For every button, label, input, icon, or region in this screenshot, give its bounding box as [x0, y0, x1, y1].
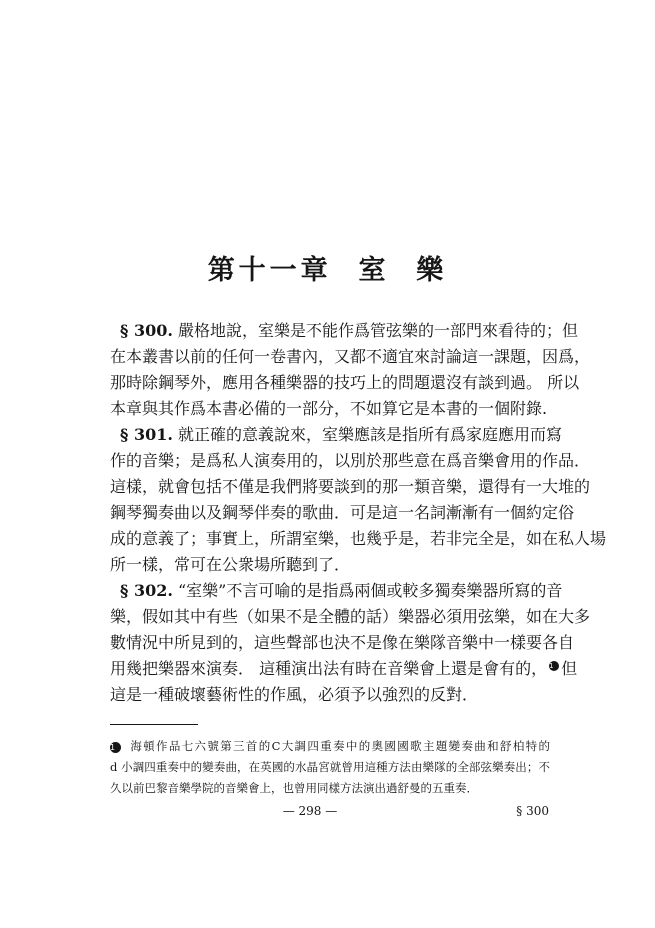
footnote-divider [110, 724, 198, 725]
paragraph-text: 嚴格地說，室樂是不能作爲管弦樂的一部門來看待的；但 [172, 321, 578, 340]
section-number: § 302. [120, 581, 173, 600]
section-number: § 300. [120, 321, 173, 340]
paragraph-line: 在本叢書以前的任何一卷書內，又都不適宜來討論這一課題，因爲， [110, 347, 591, 366]
paragraph-line [110, 422, 562, 448]
chapter-title: 第十一章 室 樂 [207, 255, 448, 286]
paragraph-line: 那時除鋼琴外，應用各種樂器的技巧上的問題還沒有談到過。 所以 [110, 373, 580, 392]
section-number: § 301. [120, 425, 173, 444]
paragraph-line: 本章與其作爲本書必備的一部分，不如算它是本書的一個附錄. [110, 399, 548, 418]
paragraph-text: 用幾把樂器來演奏． 這種演出法有時在音樂會上還是會有的， [110, 659, 548, 678]
page-number: — 298 — [282, 804, 338, 818]
paragraph-line: 這樣，就會包括不僅是我們將要談到的那一類音樂，還得有一大堆的 [110, 477, 591, 496]
footnote-text: 海頓作品七六號第三首的C大調四重奏中的奧國國歌主題變奏曲和舒柏特的 [129, 739, 550, 753]
running-section-reference: § 300 [516, 804, 549, 818]
paragraph-line: 鋼琴獨奏曲以及鋼琴伴奏的歌曲．可是這一名詞漸漸有一個約定俗 [110, 503, 575, 522]
paragraph-text: 就正確的意義說來，室樂應該是指所有爲家庭應用而寫 [172, 425, 562, 444]
paragraph-line [110, 318, 578, 344]
paragraph-text: “室樂”不言可喻的是指爲兩個或較多獨奏樂器所寫的音 [172, 581, 563, 600]
paragraph-line: 這是一種破壞藝術性的作風，必須予以強烈的反對． [110, 685, 479, 704]
footnote-reference-marker[interactable]: 1 [549, 661, 559, 671]
body-text [110, 318, 607, 708]
footnote-line: d 小調四重奏中的變奏曲，在英國的水晶宮就曾用這種方法由樂隊的全部弦樂奏出；不 [110, 760, 550, 774]
paragraph-line: 樂，假如其中有些（如果不是全體的話）樂器必須用弦樂，如在大多 [110, 607, 591, 626]
footnote-marker: 1 [110, 742, 121, 753]
paragraph-line [110, 656, 578, 682]
paragraph-line: 所一樣，常可在公衆場所聽到了． [110, 555, 351, 574]
footnote [110, 736, 550, 799]
paragraph-line: 作的音樂；是爲私人演奏用的，以別於那些意在爲音樂會用的作品． [110, 451, 591, 470]
paragraph-line [110, 578, 563, 604]
paragraph-line: 數情況中所見到的，這些聲部也決不是像在樂隊音樂中一樣要各自 [110, 633, 575, 652]
footnote-line: 久以前巴黎音樂學院的音樂會上，也曾用同樣方法演出過舒曼的五重奏． [110, 781, 478, 795]
paragraph-line: 成的意義了；事實上，所謂室樂，也幾乎是，若非完全是，如在私人場 [110, 529, 607, 548]
paragraph-text: 但 [561, 659, 578, 678]
footnote-line [110, 736, 550, 757]
